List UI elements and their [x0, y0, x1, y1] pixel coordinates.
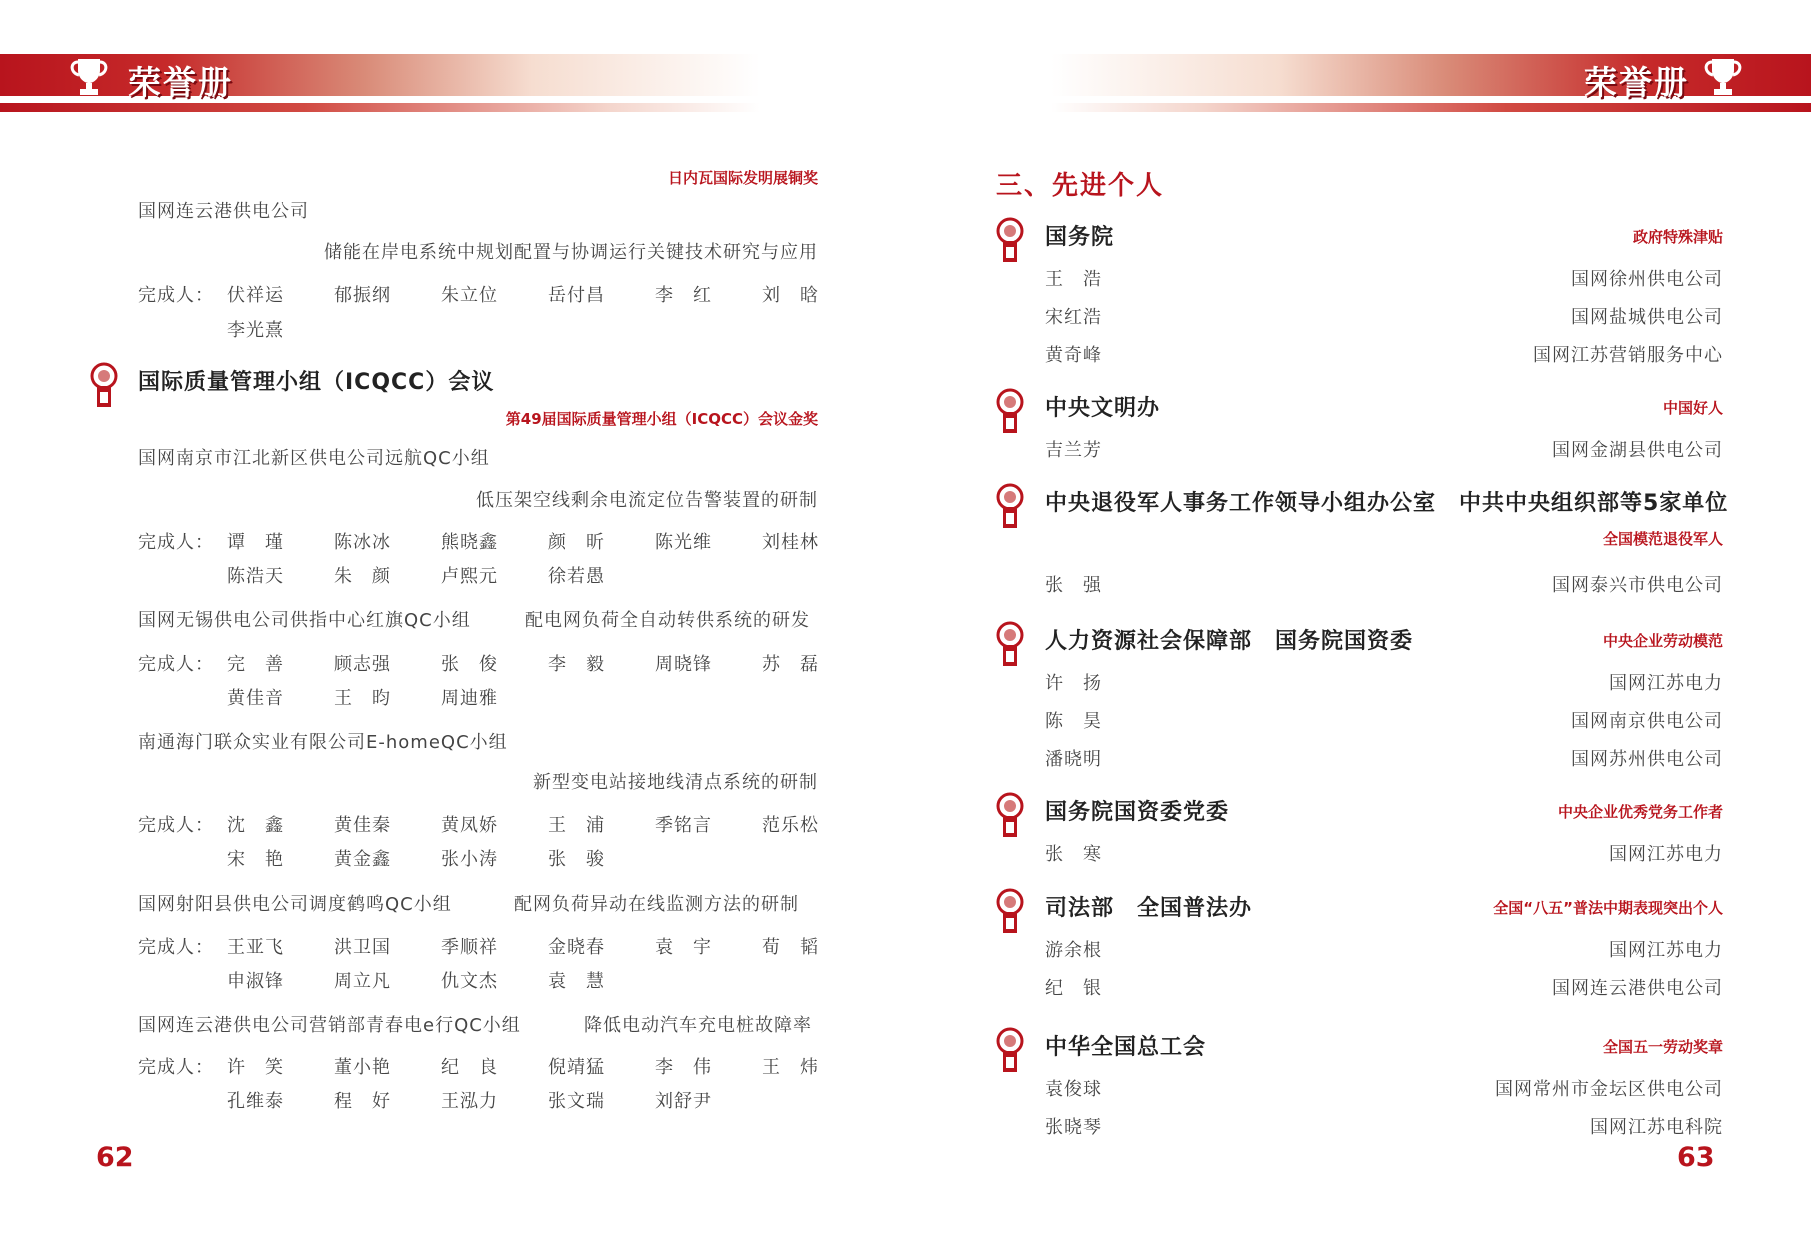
member-name: 颜 昕 — [548, 532, 605, 553]
issuer-heading: 国务院 — [1045, 225, 1115, 250]
page-number-left: 62 — [96, 1142, 134, 1173]
member-name: 张小涛 — [441, 849, 498, 870]
members-label: 完成人： — [138, 1057, 214, 1078]
project-title: 储能在岸电系统中规划配置与协调运行关键技术研究与应用 — [324, 242, 818, 263]
person-unit: 国网常州市金坛区供电公司 — [1495, 1079, 1723, 1100]
medal-icon — [994, 387, 1026, 437]
person-name: 张晓琴 — [1045, 1117, 1102, 1138]
member-name: 李 伟 — [655, 1057, 712, 1078]
member-name: 郁振纲 — [334, 285, 391, 306]
member-name: 仇文杰 — [441, 971, 498, 992]
project-title: 配电网负荷全自动转供系统的研发 — [525, 610, 810, 631]
person-unit: 国网江苏营销服务中心 — [1533, 345, 1723, 366]
member-name: 岳付昌 — [548, 285, 605, 306]
person-name: 纪 银 — [1045, 978, 1102, 999]
medal-icon — [994, 482, 1026, 532]
member-name: 许 笑 — [227, 1057, 284, 1078]
header-stripe-left — [0, 103, 760, 112]
member-name: 孔维泰 — [227, 1091, 284, 1112]
member-name: 倪靖猛 — [548, 1057, 605, 1078]
header-title-right: 荣誉册 — [1584, 63, 1689, 102]
member-name: 张 俊 — [441, 654, 498, 675]
members-label: 完成人： — [138, 285, 214, 306]
person-unit: 国网徐州供电公司 — [1571, 269, 1723, 290]
member-name: 徐若愚 — [548, 566, 605, 587]
award-title: 日内瓦国际发明展铜奖 — [667, 169, 818, 187]
member-name: 刘舒尹 — [655, 1091, 712, 1112]
member-name: 荀 韬 — [762, 937, 819, 958]
member-name: 李 红 — [655, 285, 712, 306]
medal-icon — [994, 791, 1026, 841]
unit-name: 国网连云港供电公司 — [138, 201, 309, 222]
person-unit: 国网连云港供电公司 — [1552, 978, 1723, 999]
trophy-icon — [1700, 56, 1746, 98]
person-unit: 国网江苏电科院 — [1590, 1117, 1723, 1138]
member-name: 朱立位 — [441, 285, 498, 306]
person-unit: 国网盐城供电公司 — [1571, 307, 1723, 328]
medal-icon — [994, 620, 1026, 670]
person-name: 许 扬 — [1045, 673, 1102, 694]
person-unit: 国网泰兴市供电公司 — [1552, 575, 1723, 596]
medal-icon — [88, 361, 120, 411]
member-name: 朱 颜 — [334, 566, 391, 587]
project-title: 配网负荷异动在线监测方法的研制 — [514, 894, 799, 915]
section-heading: 国际质量管理小组（ICQCC）会议 — [138, 370, 495, 395]
person-unit: 国网苏州供电公司 — [1571, 749, 1723, 770]
member-name: 王亚飞 — [227, 937, 284, 958]
group-name: 国网无锡供电公司供指中心红旗QC小组 — [138, 610, 471, 631]
member-name: 顾志强 — [334, 654, 391, 675]
group-name: 国网南京市江北新区供电公司远航QC小组 — [138, 448, 490, 469]
project-title: 低压架空线剩余电流定位告警装置的研制 — [476, 490, 818, 511]
member-name: 沈 鑫 — [227, 815, 284, 836]
member-name: 张文瑞 — [548, 1091, 605, 1112]
member-name: 王泓力 — [441, 1091, 498, 1112]
member-name: 袁 宇 — [655, 937, 712, 958]
member-name: 李 毅 — [548, 654, 605, 675]
group-name: 国网射阳县供电公司调度鹤鸣QC小组 — [138, 894, 452, 915]
person-name: 游余根 — [1045, 940, 1102, 961]
person-name: 袁俊球 — [1045, 1079, 1102, 1100]
member-name: 王 炜 — [762, 1057, 819, 1078]
members-label: 完成人： — [138, 815, 214, 836]
member-name: 周晓锋 — [655, 654, 712, 675]
award-title: 中国好人 — [1662, 399, 1723, 417]
member-name: 黄佳音 — [227, 688, 284, 709]
member-name: 李光熹 — [227, 320, 284, 341]
member-name: 纪 良 — [441, 1057, 498, 1078]
member-name: 袁 慧 — [548, 971, 605, 992]
members-label: 完成人： — [138, 937, 214, 958]
issuer-heading: 中央文明办 — [1045, 396, 1161, 421]
trophy-icon — [66, 56, 112, 98]
member-name: 黄金鑫 — [334, 849, 391, 870]
member-name: 陈冰冰 — [334, 532, 391, 553]
group-name: 国网连云港供电公司营销部青春电e行QC小组 — [138, 1015, 521, 1036]
header-band-right — [1051, 54, 1811, 96]
award-title: 全国模范退役军人 — [1602, 530, 1723, 548]
member-name: 完 善 — [227, 654, 284, 675]
award-title: 中央企业劳动模范 — [1602, 632, 1723, 650]
member-name: 季铭言 — [655, 815, 712, 836]
person-unit: 国网江苏电力 — [1609, 673, 1723, 694]
member-name: 周迪雅 — [441, 688, 498, 709]
person-name: 张 强 — [1045, 575, 1102, 596]
project-title: 降低电动汽车充电桩故障率 — [584, 1015, 812, 1036]
issuer-heading: 中华全国总工会 — [1045, 1035, 1207, 1060]
member-name: 熊晓鑫 — [441, 532, 498, 553]
medal-icon — [994, 216, 1026, 266]
member-name: 程 好 — [334, 1091, 391, 1112]
issuer-heading: 国务院国资委党委 — [1045, 800, 1230, 825]
member-name: 黄佳秦 — [334, 815, 391, 836]
member-name: 刘 晗 — [762, 285, 819, 306]
member-name: 董小艳 — [334, 1057, 391, 1078]
section-title: 三、先进个人 — [996, 171, 1165, 201]
project-title: 新型变电站接地线清点系统的研制 — [533, 772, 818, 793]
header-stripe-right — [1051, 103, 1811, 112]
group-name: 南通海门联众实业有限公司E-homeQC小组 — [138, 732, 508, 753]
page-number-right: 63 — [1677, 1142, 1715, 1173]
member-name: 范乐松 — [762, 815, 819, 836]
person-name: 张 寒 — [1045, 844, 1102, 865]
member-name: 陈光维 — [655, 532, 712, 553]
award-title: 第49届国际质量管理小组（ICQCC）会议金奖 — [505, 410, 818, 428]
header-title-left: 荣誉册 — [128, 63, 233, 102]
person-unit: 国网金湖县供电公司 — [1552, 440, 1723, 461]
person-name: 宋红浩 — [1045, 307, 1102, 328]
award-title: 全国五一劳动奖章 — [1602, 1038, 1723, 1056]
person-name: 陈 昊 — [1045, 711, 1102, 732]
person-unit: 国网南京供电公司 — [1571, 711, 1723, 732]
member-name: 周立凡 — [334, 971, 391, 992]
member-name: 张 骏 — [548, 849, 605, 870]
member-name: 黄凤娇 — [441, 815, 498, 836]
member-name: 陈浩天 — [227, 566, 284, 587]
issuer-heading: 中央退役军人事务工作领导小组办公室 中共中央组织部等5家单位 — [1045, 491, 1729, 516]
person-name: 黄奇峰 — [1045, 345, 1102, 366]
header-band-left — [0, 54, 760, 96]
member-name: 苏 磊 — [762, 654, 819, 675]
person-unit: 国网江苏电力 — [1609, 844, 1723, 865]
members-label: 完成人： — [138, 654, 214, 675]
issuer-heading: 人力资源社会保障部 国务院国资委 — [1045, 629, 1414, 654]
members-label: 完成人： — [138, 532, 214, 553]
member-name: 宋 艳 — [227, 849, 284, 870]
member-name: 刘桂林 — [762, 532, 819, 553]
member-name: 申淑锋 — [227, 971, 284, 992]
award-title: 政府特殊津贴 — [1632, 228, 1723, 246]
person-name: 吉兰芳 — [1045, 440, 1102, 461]
member-name: 季顺祥 — [441, 937, 498, 958]
person-name: 王 浩 — [1045, 269, 1102, 290]
award-title: 全国“八五”普法中期表现突出个人 — [1493, 899, 1723, 917]
member-name: 金晓春 — [548, 937, 605, 958]
member-name: 王 浦 — [548, 815, 605, 836]
person-name: 潘晓明 — [1045, 749, 1102, 770]
member-name: 卢熙元 — [441, 566, 498, 587]
medal-icon — [994, 1026, 1026, 1076]
issuer-heading: 司法部 全国普法办 — [1045, 896, 1253, 921]
medal-icon — [994, 887, 1026, 937]
award-title: 中央企业优秀党务工作者 — [1557, 803, 1723, 821]
member-name: 伏祥运 — [227, 285, 284, 306]
member-name: 洪卫国 — [334, 937, 391, 958]
member-name: 谭 瑾 — [227, 532, 284, 553]
person-unit: 国网江苏电力 — [1609, 940, 1723, 961]
member-name: 王 昀 — [334, 688, 391, 709]
